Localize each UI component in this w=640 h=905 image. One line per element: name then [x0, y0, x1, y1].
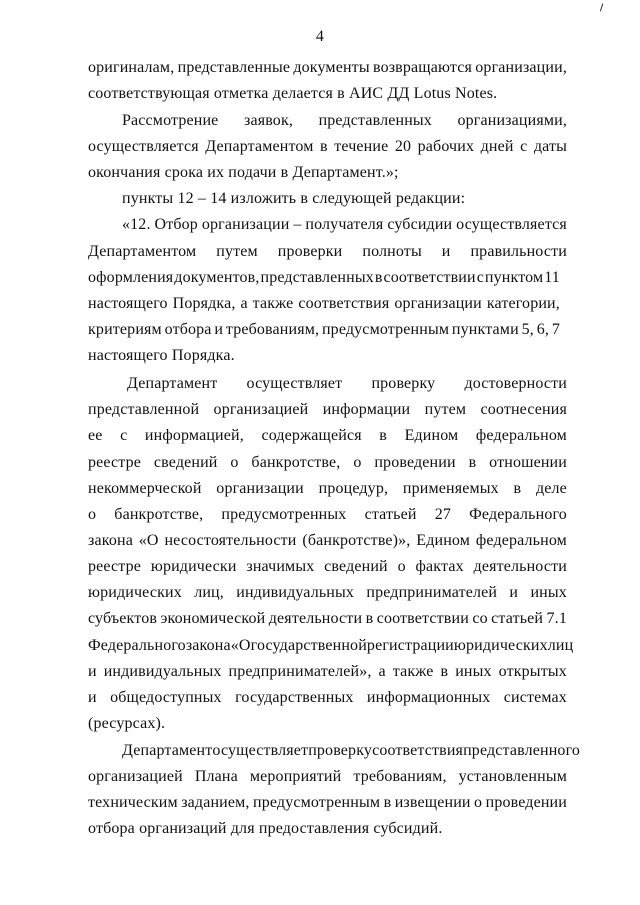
- text-line: пункты 12 – 14 изложить в следующей редакции:: [122, 190, 466, 207]
- word: и: [441, 243, 451, 260]
- word: с: [520, 138, 528, 155]
- word: 7: [551, 321, 560, 338]
- text-line: [88, 479, 567, 499]
- word: Отбор: [154, 216, 198, 233]
- text-line: [88, 320, 560, 340]
- word: о: [397, 558, 406, 575]
- word: лиц,: [194, 584, 224, 601]
- word: статьей: [364, 506, 417, 523]
- word: в: [383, 794, 392, 811]
- word: о: [474, 794, 483, 811]
- word: применяемых: [402, 480, 499, 497]
- word: 6,: [536, 321, 550, 338]
- word: организации: [394, 295, 482, 312]
- word: 11: [544, 269, 560, 286]
- word: иных: [530, 584, 567, 601]
- word: представленного: [463, 742, 581, 759]
- word: реестре: [88, 558, 142, 575]
- word: субъектов: [88, 610, 158, 627]
- word: и: [88, 663, 97, 680]
- word: экономической: [160, 610, 266, 627]
- word: предпринимателей»,: [228, 663, 372, 680]
- word: оформления: [88, 269, 174, 286]
- word: возвращаются: [372, 59, 473, 76]
- word: проведении: [485, 794, 567, 811]
- word: ее: [88, 427, 103, 444]
- word: также: [392, 663, 434, 680]
- word: открытых: [498, 663, 567, 680]
- word: соответствии: [376, 610, 469, 627]
- word: статьей: [491, 610, 544, 627]
- word: соотнесения: [480, 401, 567, 418]
- word: юридически: [150, 558, 237, 575]
- word: полноты: [362, 243, 422, 260]
- word: предусмотренным: [253, 794, 381, 811]
- word: системах: [503, 689, 567, 706]
- word: в: [468, 454, 477, 471]
- word: фактах: [415, 558, 464, 575]
- word: требованиям,: [353, 768, 447, 785]
- text-line: отбора организаций для предоставления субсидий.: [88, 820, 443, 837]
- text-line: [122, 215, 567, 235]
- word: получателя: [305, 216, 384, 233]
- word: представленных: [260, 269, 374, 286]
- word: а: [378, 663, 386, 680]
- word: осуществляется: [88, 138, 199, 155]
- word: представленные: [177, 59, 291, 76]
- word: извещении: [394, 794, 471, 811]
- word: иных: [455, 663, 492, 680]
- word: сведений: [153, 454, 218, 471]
- word: соответствия: [298, 295, 390, 312]
- text-line: (ресурсах).: [88, 715, 166, 732]
- word: проверку: [371, 375, 436, 392]
- word: Порядка,: [172, 295, 236, 312]
- word: регистрации: [366, 637, 454, 654]
- word: деле: [536, 480, 567, 497]
- word: значимых: [246, 558, 315, 575]
- word: проведении: [374, 454, 456, 471]
- text-line: [88, 268, 560, 288]
- text-line: [88, 242, 567, 262]
- text-line: [88, 662, 567, 682]
- word: с: [120, 427, 128, 444]
- word: индивидуальных: [103, 663, 222, 680]
- word: техническим: [88, 794, 178, 811]
- word: информацией,: [144, 427, 244, 444]
- word: в: [513, 480, 522, 497]
- word: течение: [334, 138, 389, 155]
- text-line: соответствующая отметка делается в АИС ДД Lotus Notes.: [88, 85, 498, 102]
- word: закона: [185, 637, 231, 654]
- word: информационных: [366, 689, 491, 706]
- word: –: [293, 216, 302, 233]
- text-line: [88, 58, 567, 78]
- word: в: [365, 610, 374, 627]
- word: и: [509, 584, 519, 601]
- word: документов,: [174, 269, 260, 286]
- word: категории,: [486, 295, 560, 312]
- text-line: [88, 609, 567, 629]
- word: лиц: [547, 637, 574, 654]
- word: пунктами: [451, 321, 519, 338]
- word: закона: [88, 532, 133, 549]
- text-line: [88, 400, 567, 420]
- word: общедоступных: [110, 689, 222, 706]
- word: реестре: [88, 454, 142, 471]
- word: организации,: [475, 59, 567, 76]
- word: 7.1: [546, 610, 567, 627]
- word: предусмотренных: [221, 506, 347, 523]
- word: о: [353, 454, 362, 471]
- word: организации: [201, 216, 290, 233]
- word: пунктом: [484, 269, 544, 286]
- word: несостоятельности: [164, 532, 297, 549]
- page-number: 4: [315, 28, 325, 45]
- word: содержащейся: [261, 427, 362, 444]
- word: сведений: [324, 558, 388, 575]
- word: в: [320, 138, 328, 155]
- word: представленной: [88, 401, 200, 418]
- word: достоверности: [464, 375, 567, 392]
- word: и: [214, 321, 224, 338]
- word: в: [440, 663, 449, 680]
- word: оригиналам,: [88, 59, 175, 76]
- word: настоящего: [88, 295, 168, 312]
- word: банкротстве,: [114, 506, 204, 523]
- word: документы: [293, 59, 370, 76]
- word: организациями,: [457, 112, 567, 129]
- word: отбора: [164, 321, 212, 338]
- word: предусмотренным: [321, 321, 450, 338]
- text-line: [88, 636, 574, 656]
- word: Департаментом: [205, 138, 314, 155]
- word: заданием,: [181, 794, 250, 811]
- word: государственной: [250, 637, 367, 654]
- word: юридических: [453, 637, 548, 654]
- text-line: [88, 505, 567, 525]
- word: «О: [230, 637, 251, 654]
- word: Департамент: [127, 375, 218, 392]
- word: «12.: [122, 216, 151, 233]
- word: а: [240, 295, 248, 312]
- text-line: настоящего Порядка.: [88, 347, 235, 364]
- word: Департаментом: [88, 243, 197, 260]
- word: осуществляет: [246, 375, 343, 392]
- word: 20: [394, 138, 412, 155]
- word: осуществляет: [212, 742, 309, 759]
- text-line: [88, 294, 560, 314]
- word: предпринимателей: [366, 584, 498, 601]
- word: требованиям,: [225, 321, 320, 338]
- word: индивидуальных: [236, 584, 355, 601]
- text-line: окончания срока их подачи в Департамент.»;: [88, 164, 399, 181]
- text-line: [127, 374, 567, 394]
- word: деятельности: [473, 558, 567, 575]
- text-line: [88, 426, 567, 446]
- word: Едином: [416, 532, 471, 549]
- word: рабочих: [417, 138, 475, 155]
- word: с: [476, 269, 484, 286]
- word: государственных: [235, 689, 354, 706]
- word: Едином: [404, 427, 459, 444]
- text-line: [88, 557, 567, 577]
- word: федеральном: [475, 427, 567, 444]
- word: и: [88, 689, 97, 706]
- word: 27: [434, 506, 451, 523]
- word: также: [252, 295, 294, 312]
- text-line: [88, 531, 567, 551]
- scan-mark: [600, 3, 607, 12]
- word: заявок,: [243, 112, 294, 129]
- word: юридических: [88, 584, 182, 601]
- word: отношении: [489, 454, 567, 471]
- word: Федерального: [469, 506, 567, 523]
- word: банкротстве,: [251, 454, 341, 471]
- word: деятельности: [268, 610, 363, 627]
- text-line: [88, 767, 567, 787]
- word: федеральном: [475, 532, 567, 549]
- word: «О: [138, 532, 159, 549]
- text-line: [122, 111, 567, 131]
- word: в: [379, 427, 388, 444]
- word: в: [374, 269, 383, 286]
- word: критериям: [88, 321, 162, 338]
- word: организацией: [213, 401, 309, 418]
- word: Рассмотрение: [122, 112, 219, 129]
- text-line: [88, 688, 567, 708]
- word: информации: [322, 401, 411, 418]
- word: проверку: [308, 742, 373, 759]
- word: организации: [216, 480, 304, 497]
- text-line: [122, 741, 581, 761]
- word: соответствия: [372, 742, 464, 759]
- word: Департамент: [122, 742, 213, 759]
- word: процедур,: [318, 480, 389, 497]
- text-line: [88, 453, 567, 473]
- word: даты: [533, 138, 567, 155]
- word: правильности: [470, 243, 567, 260]
- word: проверки: [277, 243, 343, 260]
- word: субсидии: [387, 216, 453, 233]
- word: со: [472, 610, 488, 627]
- word: соответствии: [383, 269, 476, 286]
- word: Плана: [194, 768, 238, 785]
- word: о: [230, 454, 239, 471]
- word: Федерального: [88, 637, 186, 654]
- word: осуществляется: [456, 216, 567, 233]
- text-line: [88, 137, 567, 157]
- text-line: [88, 793, 567, 813]
- word: мероприятий: [249, 768, 342, 785]
- word: путем: [424, 401, 467, 418]
- text-line: [88, 583, 567, 603]
- word: путем: [216, 243, 258, 260]
- word: 5,: [521, 321, 534, 338]
- word: (банкротстве)»,: [302, 532, 411, 549]
- word: установленным: [458, 768, 567, 785]
- word: дней: [480, 138, 514, 155]
- word: представленных: [318, 112, 432, 129]
- word: некоммерческой: [88, 480, 202, 497]
- word: организацией: [88, 768, 183, 785]
- word: о: [88, 506, 97, 523]
